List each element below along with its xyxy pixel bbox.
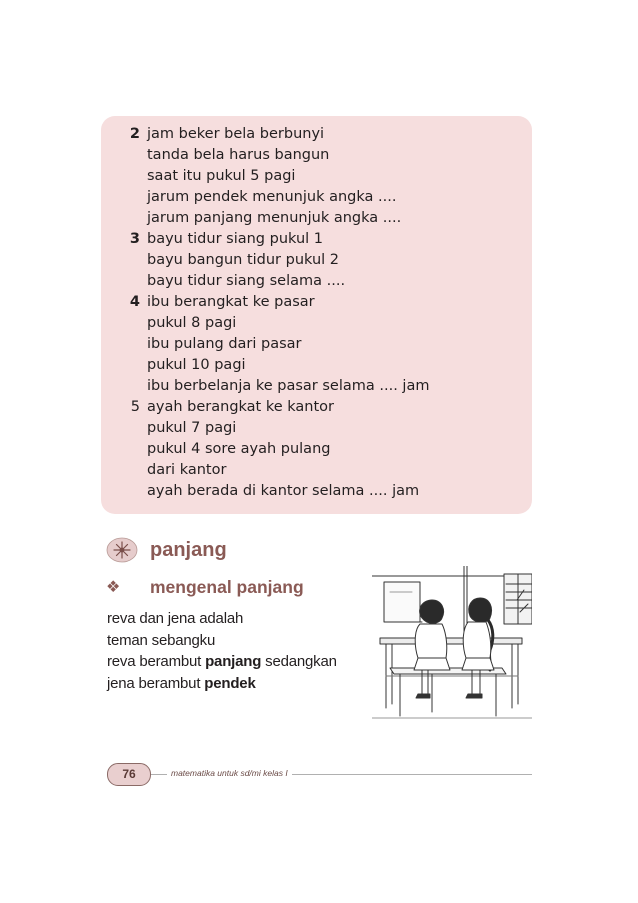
exercise-line: jam beker bela berbunyi: [147, 126, 325, 142]
exercise-line: bayu tidur siang selama ....: [147, 273, 346, 289]
body-paragraph: [107, 608, 337, 694]
exercise-line: jarum panjang menunjuk angka ....: [147, 210, 402, 226]
exercise-line: ayah berada di kantor selama .... jam: [147, 483, 420, 499]
bold-word-pendek: pendek: [204, 674, 256, 692]
body-text-span: reva berambut: [107, 653, 206, 670]
body-text-span: sedangkan: [261, 653, 337, 670]
exercise-line: ibu berangkat ke pasar: [147, 294, 315, 310]
subsection-title: mengenal panjang: [150, 577, 304, 597]
exercise-line: bayu tidur siang pukul 1: [147, 231, 324, 247]
body-line: [107, 651, 337, 673]
footer-book-title: matematika untuk sd/mi kelas I: [167, 768, 292, 778]
body-text-span: jena berambut: [107, 674, 205, 692]
page-number: 76: [107, 763, 151, 786]
exercise-line: dari kantor: [147, 462, 227, 478]
exercise-number: 2: [129, 126, 140, 142]
exercise-number: 5: [130, 399, 140, 415]
starburst-icon: [106, 537, 138, 563]
exercise-line: pukul 10 pagi: [147, 357, 246, 373]
exercise-line: saat itu pukul 5 pagi: [147, 168, 296, 184]
exercise-line: pukul 8 pagi: [147, 315, 237, 331]
exercise-line: pukul 7 pagi: [147, 420, 237, 436]
exercise-number: 4: [129, 294, 140, 310]
body-line: reva dan jena adalah: [107, 610, 244, 627]
exercise-line: ayah berangkat ke kantor: [147, 399, 334, 415]
classroom-illustration: [372, 566, 532, 724]
exercise-line: ibu pulang dari pasar: [147, 336, 302, 352]
section-title: panjang: [150, 539, 227, 561]
exercise-line: ibu berbelanja ke pasar selama .... jam: [147, 378, 430, 394]
exercise-line: jarum pendek menunjuk angka ....: [147, 189, 397, 205]
exercise-line: bayu bangun tidur pukul 2: [147, 252, 340, 268]
exercise-box: [101, 116, 532, 514]
body-line: teman sebangku: [107, 631, 216, 649]
exercise-number: 3: [129, 231, 140, 247]
exercise-line: tanda bela harus bangun: [147, 147, 330, 163]
exercise-line: pukul 4 sore ayah pulang: [147, 441, 331, 457]
diamond-bullet-icon: ❖: [106, 577, 121, 596]
body-line: [107, 673, 337, 695]
bold-word-panjang: panjang: [205, 653, 262, 670]
